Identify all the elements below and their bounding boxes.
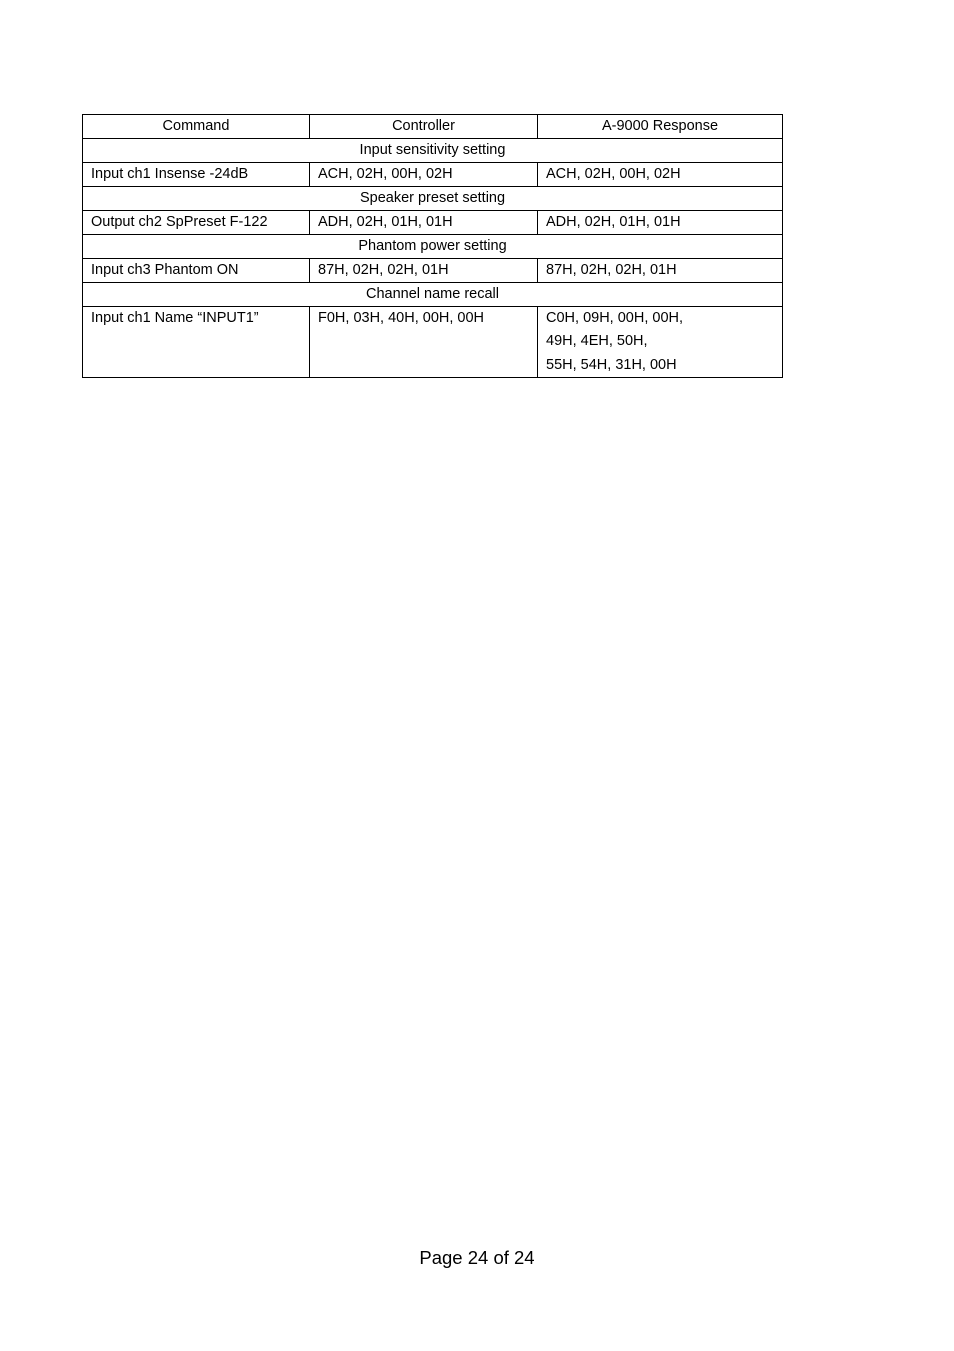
header-response: A-9000 Response [538, 115, 783, 139]
table-row [83, 211, 783, 235]
table-row [83, 163, 783, 187]
command-cell: Input ch3 Phantom ON [83, 259, 310, 283]
section-row [83, 187, 783, 211]
page-number: Page 24 of 24 [419, 1247, 535, 1268]
section-title-channel-name-recall: Channel name recall [83, 283, 783, 307]
response-line: C0H, 09H, 00H, 00H, [546, 310, 684, 326]
section-row [83, 235, 783, 259]
table-row [83, 307, 783, 378]
section-title-speaker-preset: Speaker preset setting [83, 187, 783, 211]
section-title-phantom-power: Phantom power setting [83, 235, 783, 259]
section-row [83, 283, 783, 307]
controller-cell: ADH, 02H, 01H, 01H [310, 211, 538, 235]
header-command: Command [83, 115, 310, 139]
controller-cell: ACH, 02H, 00H, 02H [310, 163, 538, 187]
response-cell: ACH, 02H, 00H, 02H [538, 163, 783, 187]
command-table [82, 114, 783, 378]
command-cell: Output ch2 SpPreset F-122 [83, 211, 310, 235]
table-row [83, 259, 783, 283]
response-cell: ADH, 02H, 01H, 01H [538, 211, 783, 235]
section-title-input-sensitivity: Input sensitivity setting [83, 139, 783, 163]
controller-cell: F0H, 03H, 40H, 00H, 00H [310, 307, 538, 378]
response-cell [538, 307, 783, 378]
section-row [83, 139, 783, 163]
command-cell: Input ch1 Name “INPUT1” [83, 307, 310, 378]
table-header-row [83, 115, 783, 139]
header-controller: Controller [310, 115, 538, 139]
command-cell: Input ch1 Insense -24dB [83, 163, 310, 187]
response-line: 49H, 4EH, 50H, [546, 333, 648, 350]
controller-cell: 87H, 02H, 02H, 01H [310, 259, 538, 283]
response-line: 55H, 54H, 31H, 00H [546, 356, 677, 373]
response-cell: 87H, 02H, 02H, 01H [538, 259, 783, 283]
